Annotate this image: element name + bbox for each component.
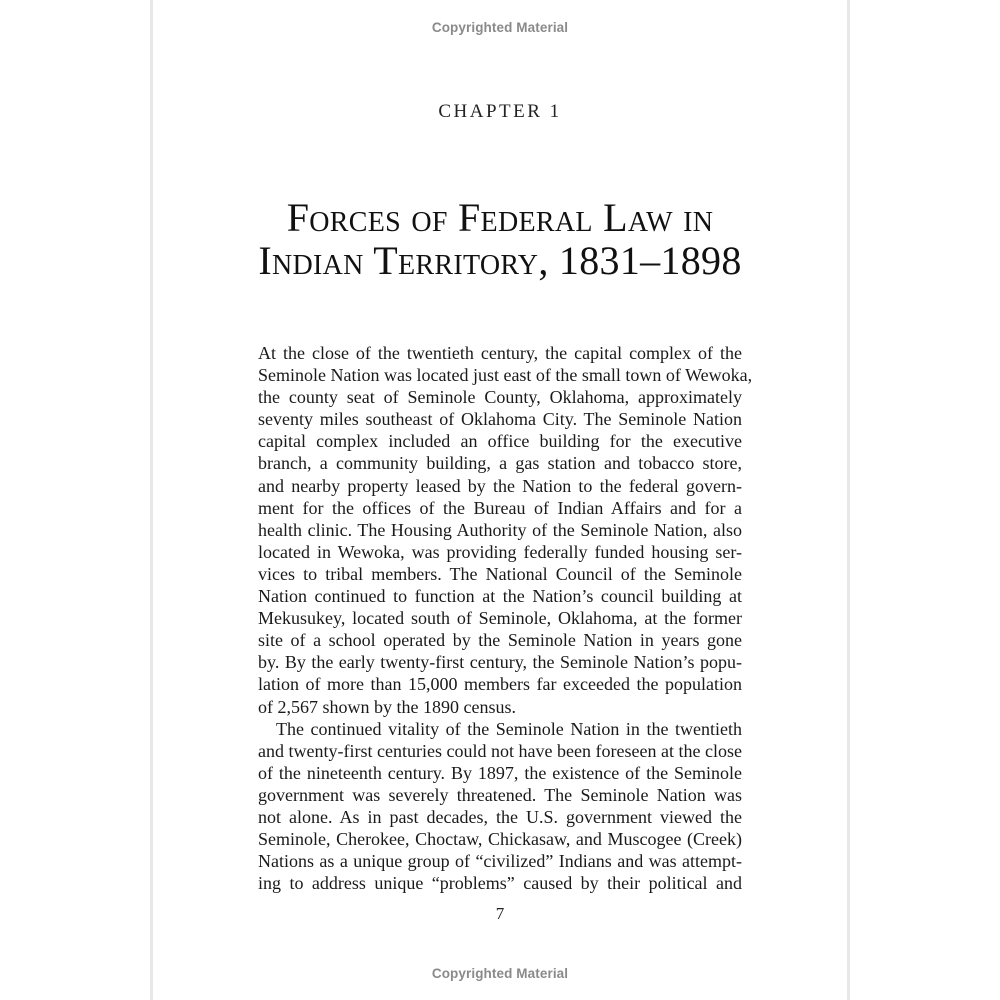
paragraph-1 <box>258 342 753 718</box>
body-text <box>258 342 753 894</box>
chapter-label: CHAPTER 1 <box>438 101 562 122</box>
paragraph-2 <box>258 718 742 895</box>
text-line: capital complex included an office building for the executive <box>258 431 742 452</box>
text-line: seventy miles southeast of Oklahoma City. The Seminole Nation <box>258 409 742 430</box>
text-line: and nearby property leased by the Nation to the federal govern- <box>258 475 742 496</box>
chapter-title-line-1: Forces of Federal Law in <box>286 195 714 240</box>
chapter-title-line-2: Indian Territory, 1831–1898 <box>258 238 742 283</box>
text-line: lation of more than 15,000 members far exceeded the population <box>258 674 742 695</box>
text-line: site of a school operated by the Seminole Nation in years gone <box>258 630 742 651</box>
chapter-title <box>0 196 1000 282</box>
text-line: branch, a community building, a gas station and tobacco store, <box>258 453 742 474</box>
text-line: the county seat of Seminole County, Oklahoma, approximately <box>258 387 742 408</box>
text-line: Nation continued to function at the Nation’s council building at <box>258 586 742 607</box>
text-line: by. By the early twenty-first century, the Seminole Nation’s popu- <box>258 652 742 673</box>
text-line: of the nineteenth century. By 1897, the existence of the Seminole <box>258 762 742 783</box>
text-line: Nations as a unique group of “civilized” Indians and was attempt- <box>258 851 742 872</box>
text-line: ment for the offices of the Bureau of Indian Affairs and for a <box>258 497 742 518</box>
text-line: Seminole Nation was located just east of the small town of Wewoka, <box>258 365 753 386</box>
text-line: and twenty-first centuries could not have been foreseen at the close <box>258 740 742 761</box>
text-line: government was severely threatened. The Seminole Nation was <box>258 784 742 805</box>
text-line: Seminole, Cherokee, Choctaw, Chickasaw, and Muscogee (Creek) <box>258 829 742 850</box>
text-line: The continued vitality of the Seminole Nation in the twentieth <box>276 718 742 739</box>
text-line: At the close of the twentieth century, the capital complex of the <box>258 343 742 363</box>
text-line: of 2,567 shown by the 1890 census. <box>258 696 516 717</box>
text-line: ing to address unique “problems” caused by their political and <box>258 873 742 894</box>
text-line: Mekusukey, located south of Seminole, Oklahoma, at the former <box>258 608 742 629</box>
copyright-watermark-bottom: Copyrighted Material <box>431 966 569 981</box>
copyright-watermark-top: Copyrighted Material <box>431 20 569 35</box>
text-line: vices to tribal members. The National Council of the Seminole <box>258 563 742 584</box>
text-line: located in Wewoka, was providing federally funded housing ser- <box>258 541 742 562</box>
text-line: not alone. As in past decades, the U.S. government viewed the <box>258 806 742 827</box>
text-line: health clinic. The Housing Authority of the Seminole Nation, also <box>258 519 742 540</box>
page-number: 7 <box>495 904 505 923</box>
